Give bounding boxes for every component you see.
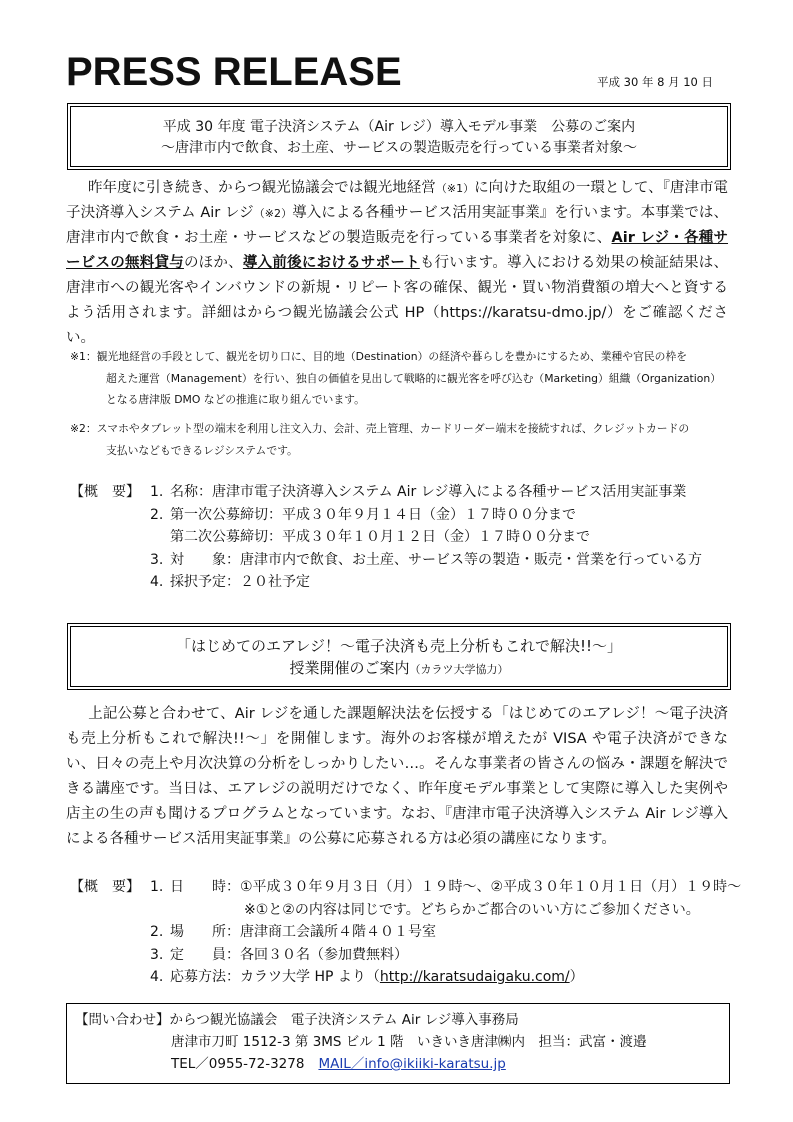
free-lending-emphasis: Air レジ・各種サービスの無料貸与 bbox=[66, 230, 729, 271]
page-title: PRESS RELEASE bbox=[66, 50, 402, 94]
overview-heading: 【概 要】 bbox=[70, 879, 140, 895]
seminar-title: 「はじめてのエアレジ！〜電子決済も売上分析もこれで解決!!〜」 bbox=[175, 637, 623, 655]
recruitment-subtitle: 〜唐津市内で飲食、お土産、サービスの製造販売を行っている事業者対象〜 bbox=[161, 140, 637, 156]
overview-row: 4. 採択予定：２０社予定 bbox=[150, 574, 310, 590]
overview-row: 2. 場 所：唐津商工会議所４階４０１号室 bbox=[150, 924, 436, 940]
release-date: 平成 30 年 8 月 10 日 bbox=[597, 75, 714, 89]
contact-office: からつ観光協議会 電子決済システム Air レジ導入事務局 bbox=[169, 1012, 519, 1028]
intro-paragraph: 昨年度に引き続き、からつ観光協議会では観光地経営（※1）に向けた取組の一環として、『唐津市電子決済導入システム Air レジ（※2）導入による各種サービス活用実証事業』を行います。本事業では、唐津市内で飲食・お土産・サービスなどの製造販売を行っている事業者を対象に、Air レジ・各種サービスの無料貸与のほか、導入前後におけるサポートも行います。導入における効果の検証結果は、唐津市への観光客やインバウンドの新規・リピート客の確保、観光・買い物消費額の増大へと資するよう活用されます。詳細はからつ観光協議会公式 HP（https://karatsu-dmo.jp/）をご確認ください。 bbox=[66, 180, 729, 346]
recruitment-title: 平成 30 年度 電子決済システム（Air レジ）導入モデル事業 公募のご案内 bbox=[162, 119, 636, 135]
note-ref-2: （※2） bbox=[253, 207, 293, 220]
overview-row: 第二次公募締切：平成３０年１０月１２日（金）１７時００分まで bbox=[170, 529, 590, 545]
overview-row: ※①と②の内容は同じです。どちらかご都合のいい方にご参加ください。 bbox=[244, 901, 700, 918]
overview-row: 3. 定 員：各回３０名（参加費無料） bbox=[150, 946, 408, 963]
overview-row: 4. 応募方法：カラツ大学 HP より（http://karatsudaigaku.com/） bbox=[150, 969, 584, 985]
recruitment-title-box bbox=[70, 106, 728, 167]
karatsu-daigaku-link[interactable]: http://karatsudaigaku.com/ bbox=[379, 969, 570, 985]
overview-heading: 【概 要】 bbox=[70, 484, 140, 500]
overview-row: 2. 第一次公募締切：平成３０年９月１４日（金）１７時００分まで bbox=[150, 506, 576, 523]
overview-section-2 bbox=[70, 876, 742, 989]
contact-box bbox=[66, 1003, 730, 1084]
seminar-subtitle: 授業開催のご案内（カラツ大学協力） bbox=[289, 659, 509, 677]
support-emphasis: 導入前後におけるサポート bbox=[242, 255, 420, 271]
seminar-paragraph: 上記公募と合わせて、Air レジを通した課題解決法を伝授する「はじめてのエアレジ！〜電子決済も売上分析もこれで解決!!〜」を開催します。海外のお客様が増えたが VISA や電子決済ができない、日々の売上や月次決算の分析をしっかりしたい…。そんな事業者の皆さんの悩み・課題を解決できる講座です。当日は、エアレジの説明だけでなく、昨年度モデル事業として実際に導入した実例や店主の生の声も聞けるプログラムとなっています。なお、『唐津市電子決済導入システム Air レジ導入による各種サービス活用実証事業』の公募に応募される方は必須の講座になります。 bbox=[66, 706, 728, 847]
contact-address: 唐津市刀町 1512-3 第 3MS ビル 1 階 いきいき唐津㈱内 担当：武富・渡邉 bbox=[171, 1034, 647, 1050]
overview-row: 【概 要】 1. 名称：唐津市電子決済導入システム Air レジ導入による各種サービス活用実証事業 bbox=[70, 481, 730, 504]
footnote-1: ※1：観光地経営の手段として、観光を切り口に、目的地（Destination）の経済や暮らしを豊かにするため、業種や官民の枠を 超えた運営（Management）を行い、独自の価値を見出して戦略的に観光客を呼び込む（Marketing）組織（Organization） となる唐津版 DMO などの推進に取り組んでいます。 bbox=[70, 350, 722, 406]
footnote-2: ※2：スマホやタブレット型の端末を利用し注文入力、会計、売上管理、カードリーダー端末を接続すれば、クレジットカードの 支払いなどもできるレジシステムです。 bbox=[70, 422, 690, 457]
contact-email-link[interactable]: MAIL／info@ikiiki-karatsu.jp bbox=[318, 1056, 506, 1072]
seminar-title-box bbox=[70, 626, 728, 687]
contact-tel: TEL／0955-72-3278 bbox=[171, 1056, 305, 1072]
overview-section-1 bbox=[70, 481, 730, 594]
note-ref-1: （※1） bbox=[435, 182, 475, 195]
contact-label: 【問い合わせ】 bbox=[75, 1012, 170, 1028]
overview-row: 【概 要】 1. 日 時：①平成３０年９月３日（月）１９時〜、②平成３０年１０月１日（月）１９時〜 bbox=[70, 876, 730, 899]
overview-row: 3. 対 象：唐津市内で飲食、お土産、サービス等の製造・販売・営業を行っている方 bbox=[150, 551, 702, 568]
